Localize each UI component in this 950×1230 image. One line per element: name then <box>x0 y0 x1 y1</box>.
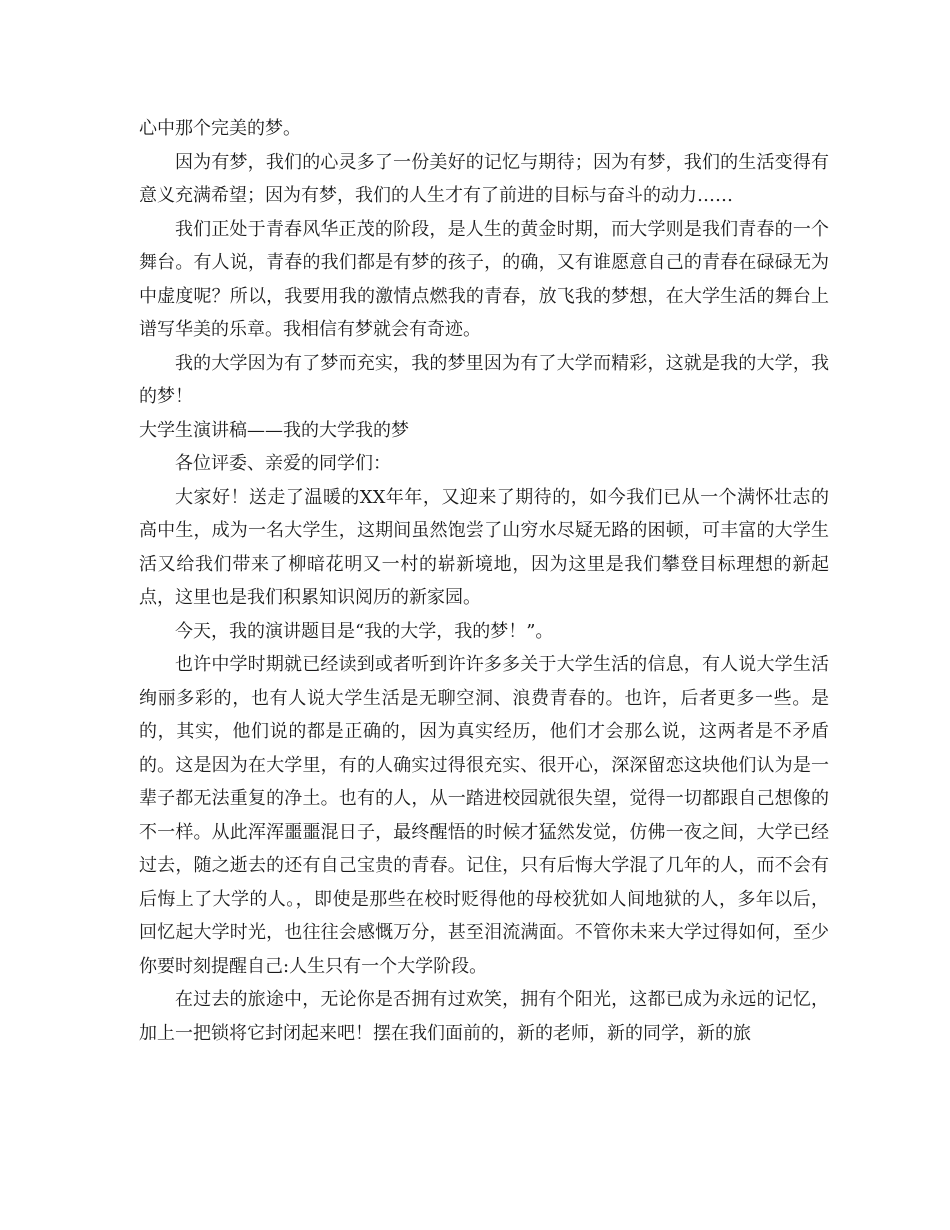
salutation: 各位评委、亲爱的同学们： <box>175 453 391 474</box>
document-body <box>139 112 829 1050</box>
paragraph: 我们正处于青春风华正茂的阶段，是人生的黄金时期，而大学则是我们青春的一个舞台。有人说，青春的我们都是有梦的孩子，的确，又有谁愿意自己的青春在碌碌无为中虚度呢？所以，我要用我的激情点燃我的青春，放飞我的梦想，在大学生活的舞台上谱写华美的乐章。我相信有梦就会有奇迹。 <box>139 218 829 340</box>
section-heading: 大学生演讲稿——我的大学我的梦 <box>139 419 409 441</box>
paragraph: 我的大学因为有了梦而充实，我的梦里因为有了大学而精彩，这就是我的大学，我的梦！ <box>139 352 829 407</box>
paragraph: 今天，我的演讲题目是“我的大学，我的梦！”。 <box>175 620 554 642</box>
paragraph: 大家好！送走了温暖的XX年年，又迎来了期待的，如今我们已从一个满怀壮志的高中生，成为一名大学生，这期间虽然饱尝了山穷水尽疑无路的困顿，可丰富的大学生活又给我们带来了柳暗花明又一村的崭新境地，因为这里是我们攀登目标理想的新起点，这里也是我们积累知识阅历的新家园。 <box>139 486 829 608</box>
paragraph: 在过去的旅途中，无论你是否拥有过欢笑，拥有个阳光，这都已成为永远的记忆，加上一把锁将它封闭起来吧！摆在我们面前的，新的老师，新的同学，新的旅 <box>139 989 829 1044</box>
paragraph: 心中那个完美的梦。 <box>139 118 301 139</box>
paragraph: 因为有梦，我们的心灵多了一份美好的记忆与期待；因为有梦，我们的生活变得有意义充满希望；因为有梦，我们的人生才有了前进的目标与奋斗的动力…… <box>139 151 829 206</box>
paragraph: 也许中学时期就已经读到或者听到许许多多关于大学生活的信息，有人说大学生活绚丽多彩的，也有人说大学生活是无聊空洞、浪费青春的。也许，后者更多一些。是的，其实，他们说的都是正确的，因为真实经历，他们才会那么说，这两者是不矛盾的。这是因为在大学里，有的人确实过得很充实、很开心，深深留恋这块他们认为是一辈子都无法重复的净土。也有的人，从一踏进校园就很失望，觉得一切都跟自己想像的不一样。从此浑浑噩噩混日子，最终醒悟的时候才猛然发觉，仿佛一夜之间，大学已经过去，随之逝去的还有自己宝贵的青春。记住，只有后悔大学混了几年的人，而不会有后悔上了大学的人。，即使是那些在校时贬得他的母校犹如人间地狱的人，多年以后，回忆起大学时光，也往往会感慨万分，甚至泪流满面。不管你未来大学过得如何，至少你要时刻提醒自己:人生只有一个大学阶段。 <box>139 654 829 977</box>
